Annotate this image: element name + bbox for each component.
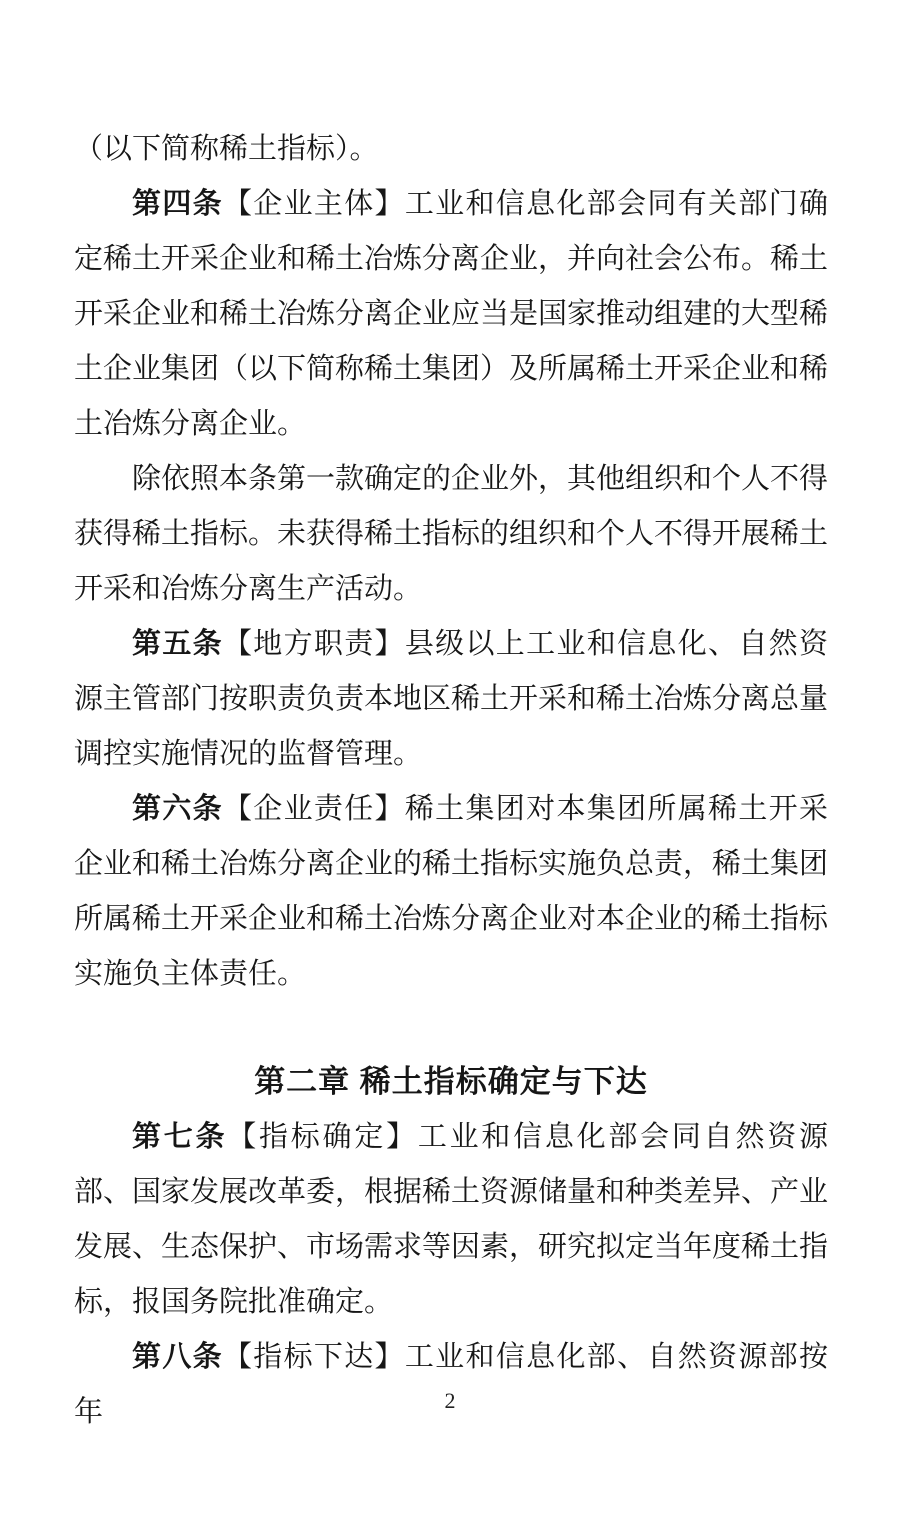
paragraph-text: （以下简称稀土指标）。	[74, 133, 379, 165]
document-paragraph	[74, 782, 828, 1002]
document-paragraph	[74, 617, 828, 782]
article-label: 第八条	[132, 1341, 223, 1373]
paragraph-text: 【企业责任】	[222, 793, 405, 825]
article-label: 第四条	[132, 188, 223, 220]
paragraph-text: 【指标下达】	[222, 1341, 405, 1373]
paragraph-text: 【地方职责】	[222, 628, 405, 660]
chapter-heading	[74, 1054, 828, 1110]
article-label: 第五条	[132, 628, 223, 660]
document-paragraph	[74, 1330, 828, 1440]
paragraph-text: 工业和信息化部会同自然资源部、国家发展改革委，根据稀土资源储量和种类差异、产业发展、生态保护、市场需求等因素，研究拟定当年度稀土指标，报国务院批准确定。	[74, 1121, 829, 1318]
page-number: 2	[444, 1388, 456, 1413]
paragraph-text: 【指标确定】	[227, 1121, 418, 1153]
paragraph-text: 稀土集团对本集团所属稀土开采企业和稀土冶炼分离企业的稀土指标实施负总责，稀土集团所属稀土开采企业和稀土冶炼分离企业对本企业的稀土指标实施负主体责任。	[74, 793, 829, 990]
document-paragraph	[74, 1110, 828, 1330]
document-body	[74, 122, 828, 1440]
document-paragraph	[74, 452, 828, 617]
document-paragraph	[74, 122, 828, 177]
paragraph-text: 【企业主体】	[222, 188, 405, 220]
article-label: 第七条	[132, 1121, 228, 1153]
paragraph-text: 工业和信息化部会同有关部门确定稀土开采企业和稀土冶炼分离企业，并向社会公布。稀土开采企业和稀土冶炼分离企业应当是国家推动组建的大型稀土企业集团（以下简称稀土集团）及所属稀土开采企业和稀土冶炼分离企业。	[74, 188, 829, 440]
paragraph-text: 除依照本条第一款确定的企业外，其他组织和个人不得获得稀土指标。未获得稀土指标的组织和个人不得开展稀土开采和冶炼分离生产活动。	[74, 463, 829, 605]
paragraph-text: 工业和信息化部、自然资源部按年	[74, 1341, 828, 1428]
article-label: 第二章 稀土指标确定与下达	[254, 1064, 648, 1099]
article-label: 第六条	[132, 793, 223, 825]
paragraph-text: 县级以上工业和信息化、自然资源主管部门按职责负责本地区稀土开采和稀土冶炼分离总量调控实施情况的监督管理。	[74, 628, 829, 770]
document-paragraph	[74, 177, 828, 452]
